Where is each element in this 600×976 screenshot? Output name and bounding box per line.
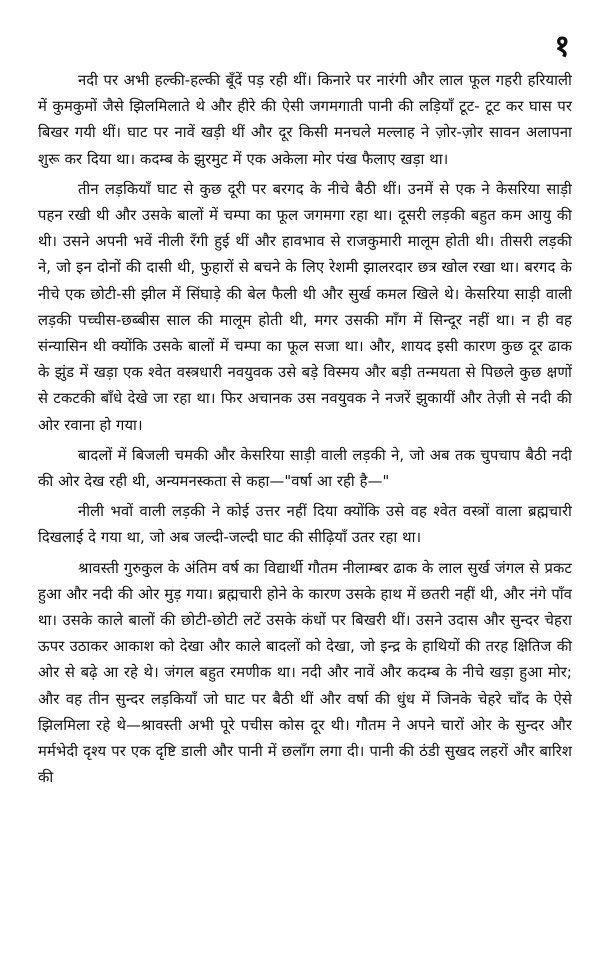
paragraph-1: नदी पर अभी हल्की-हल्की बूँदें पड़ रही थीं। किनारे पर नारंगी और लाल फूल गहरी हरियाली में कुमकुमों जैसे झिलमिलाते थे और हीरे की ऐसी जगमगाती पानी की लड़ियाँ टूट- टूट कर घास पर बिखर गयी थीं। घाट पर नावें खड़ी थीं और दूर किसी मनचले मल्लाह ने ज़ोर-ज़ोर सावन अलापना शुरू कर दिया था। कदम्ब के झुरमुट में एक अकेला मोर पंख फैलाए खड़ा था।: [38, 72, 572, 168]
body-text: [38, 68, 572, 795]
page-number: १: [554, 29, 570, 64]
paragraph-2: तीन लड़कियाँ घाट से कुछ दूरी पर बरगद के नीचे बैठी थीं। उनमें से एक ने केसरिया साड़ी पहन रखी थी और उसके बालों में चम्पा का फूल जगमगा रहा था। दूसरी लड़की बहुत कम आयु की थी। उसने अपनी भवें नीली रँगी हुई थीं और हावभाव से राजकुमारी मालूम होती थी। तीसरी लड़की ने, जो इन दोनों की दासी थी, फुहारों से बचने के लिए रेशमी झालरदार छत्र खोल रखा था। बरगद के नीचे एक छोटी-सी झील में सिंघाड़े की बेल फैली थी और सुर्ख कमल खिले थे। केसरिया साड़ी वाली लड़की पच्चीस-छब्बीस साल की मालूम होती थी, मगर उसकी माँग में सिन्दूर नहीं था। न ही वह संन्यासिन थी क्योंकि उसके बालों में चम्पा का फूल सजा था। और, शायद इसी कारण कुछ दूर ढाक के झुंड में खड़ा एक श्वेत वस्त्रधारी नवयुवक उसे बड़े विस्मय और बड़ी तन्मयता से पिछले कुछ क्षणों से टकटकी बाँधे देखे जा रहा था। फिर अचानक उस नवयुवक ने नजरें झुकायीं और तेज़ी से नदी की ओर रवाना हो गया।: [38, 180, 572, 434]
paragraph-4: नीली भवों वाली लड़की ने कोई उत्तर नहीं दिया क्योंकि उसे वह श्वेत वस्त्रों वाला ब्रह्मचारी दिखलाई दे गया था, जो अब जल्दी-जल्दी घाट की सीढ़ियाँ उतर रहा था।: [38, 503, 572, 547]
paragraph-3: बादलों में बिजली चमकी और केसरिया साड़ी वाली लड़की ने, जो अब तक चुपचाप बैठी नदी की ओर देख रही थी, अन्यमनस्कता से कहा—"वर्षा आ रही है—": [38, 446, 572, 491]
paragraph-5: श्रावस्ती गुरुकुल के अंतिम वर्ष का विद्यार्थी गौतम नीलाम्बर ढाक के लाल सुर्ख जंगल से प्रकट हुआ और नदी की ओर मुड़ गया। ब्रह्मचारी होने के कारण उसके हाथ में छतरी नहीं थी, और नंगे पाँव था। उसके काले बालों की छोटी-छोटी लटें उसके कंधों पर बिखरी थीं। उसने उदास और सुन्दर चेहरा ऊपर उठाकर आकाश को देखा और काले बादलों को देखा, जो इन्द्र के हाथियों की तरह क्षितिज की ओर से बढ़े आ रहे थे। जंगल बहुत रमणीक था। नदी और नावें और कदम्ब के नीचे खड़ा हुआ मोर; और वह तीन सुन्दर लड़कियाँ जो घाट पर बैठी थीं और वर्षा की धुंध में जिनके चेहरे चाँद के ऐसे झिलमिला रहे थे—श्रावस्ती अभी पूरे पचीस कोस दूर थी। गौतम ने अपने चारों ओर के सुन्दर और मर्मभेदी दृश्य पर एक दृष्टि डाली और पानी में छलाँग लगा दी। पानी की ठंडी सुखद लहरों और बारिश की: [38, 559, 572, 787]
